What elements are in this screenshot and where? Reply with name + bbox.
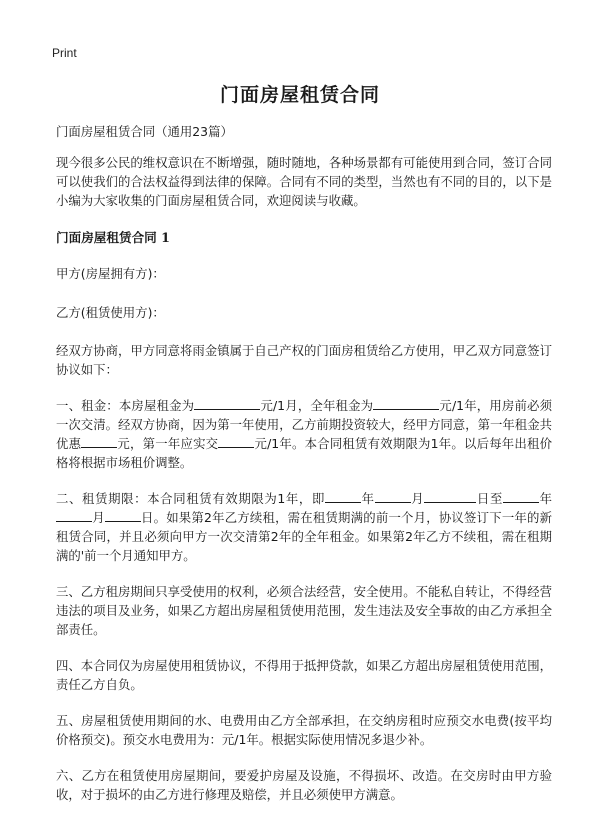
actual-payment-blank — [218, 434, 254, 448]
start-year-blank — [325, 489, 361, 503]
end-day-blank — [105, 508, 141, 522]
intro-paragraph: 现今很多公民的维权意识在不断增强，随时随地，各种场景都有可能使用到合同，签订合同可以使我们的合法权益得到法律的保障。合同有不同的类型，当然也有不同的目的，以下是小编为大家收集的门面房屋租赁合同，欢迎阅读与收藏。 — [56, 155, 552, 208]
clause-term-text: 月 — [92, 510, 105, 525]
document-body — [56, 122, 552, 804]
clause-term-text: 月 — [410, 491, 425, 506]
clause-rent-text: 元，第一年应实交 — [117, 436, 219, 451]
party-a-line: 甲方(房屋拥有方)： — [56, 266, 165, 281]
clause-usage: 三、乙方租房期间只享受使用的权利，必须合法经营，安全使用。不能私自转让，不得经营违法的项目及业务，如果乙方超出房屋租赁使用范围，发生违法及安全事故的由乙方承担全部责任。 — [56, 584, 552, 637]
print-link[interactable]: Print — [52, 46, 77, 60]
end-month-blank — [56, 508, 92, 522]
clause-mortgage: 四、本合同仅为房屋使用租赁协议，不得用于抵押贷款，如果乙方超出房屋租赁使用范围，责任乙方自负。 — [56, 658, 552, 692]
start-day-blank — [424, 489, 476, 503]
clause-rent-text: 一、租金：本房屋租金为 — [56, 398, 195, 413]
end-year-blank — [503, 489, 539, 503]
annual-rent-blank — [373, 396, 439, 410]
clause-rent-text: 元/1年，用房前必须一次交清。经双方协商，因为第一年使用，乙方前期投资较大，经甲方同意，第一年租金共优惠 — [56, 398, 553, 451]
section-heading: 门面房屋租赁合同 1 — [56, 230, 170, 245]
clause-term-text: 年 — [360, 491, 375, 506]
document-title: 门面房屋租赁合同 — [219, 84, 380, 106]
monthly-rent-blank — [194, 396, 260, 410]
clause-term-text: 日。如果第2年乙方续租，需在租赁期满的前一个月，协议签订下一年的新租赁合同，并且必须向甲方一次交清第2年的全年租金。如果第2年乙方不续租，需在租期满的'前一个月通知甲方。 — [56, 510, 553, 563]
clause-term — [56, 489, 552, 565]
clause-rent — [56, 396, 552, 472]
clause-term-text: 年 — [538, 491, 553, 506]
clause-term-text: 日至 — [476, 491, 503, 506]
clause-term-text: 二、租赁期限：本合同租赁有效期限为1年，即 — [56, 491, 325, 506]
clause-maintenance: 六、乙方在租赁使用房屋期间，要爱护房屋及设施，不得损坏、改造。在交房时由甲方验收，对于损坏的由乙方进行修理及赔偿，并且必须使甲方满意。 — [56, 768, 552, 802]
party-b-line: 乙方(租赁使用方)： — [56, 305, 165, 320]
document-subtitle: 门面房屋租赁合同（通用23篇） — [56, 124, 233, 139]
start-month-blank — [375, 489, 411, 503]
clause-rent-text: 元/1月，全年租金为 — [260, 398, 374, 413]
clause-rent-text: 元/1年。本合同租赁有效期限为1年。以后每年出租价格将根据市场租价调整。 — [56, 436, 553, 470]
clause-utilities: 五、房屋租赁使用期间的水、电费用由乙方全部承担，在交纳房租时应预交水电费(按平均价格预交)。预交水电费用为：元/1年。根据实际使用情况多退少补。 — [56, 713, 552, 747]
discount-blank — [81, 434, 117, 448]
agreement-intro: 经双方协商，甲方同意将雨金镇属于自己产权的门面房租赁给乙方使用，甲乙双方同意签订协议如下： — [56, 343, 552, 377]
